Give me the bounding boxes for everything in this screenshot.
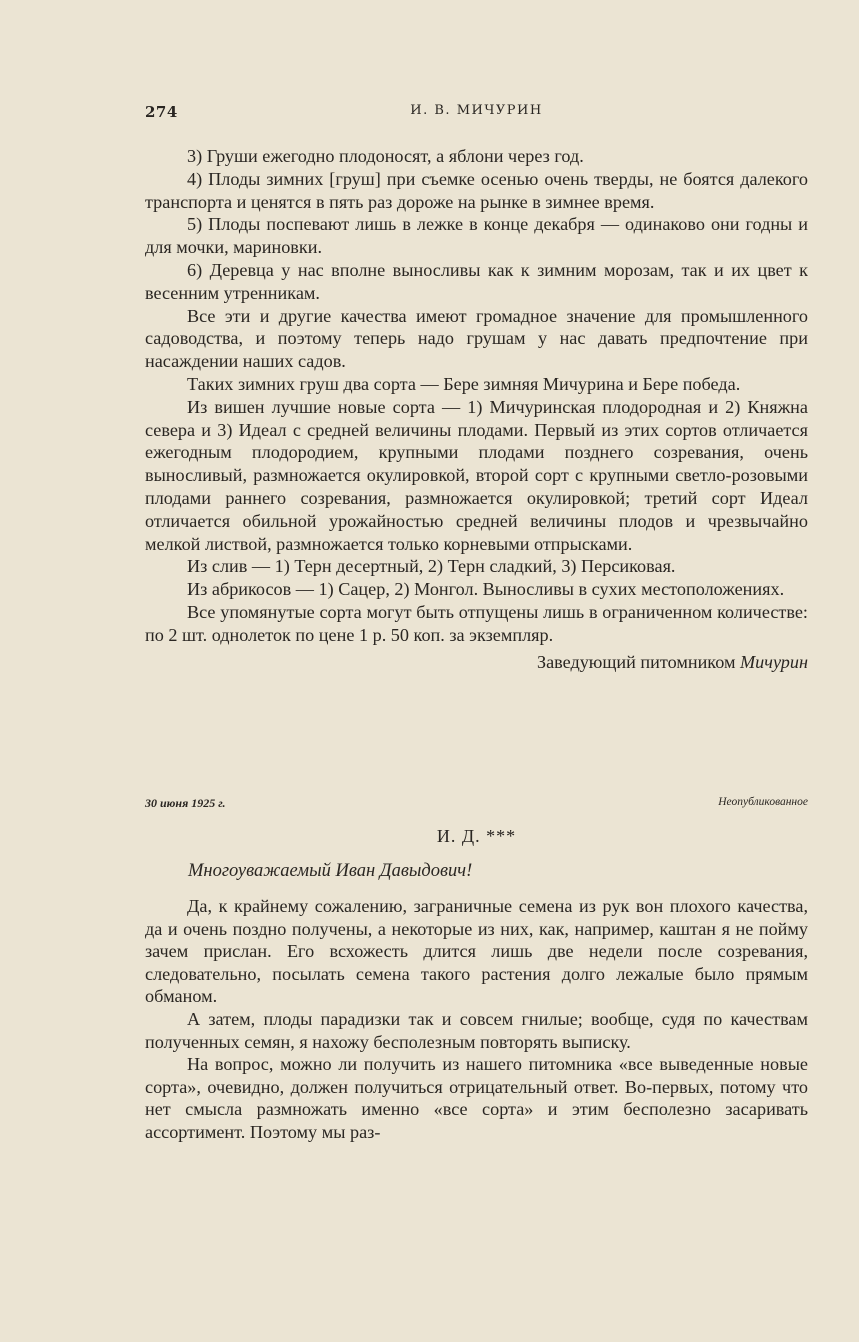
page-number: 274 [145, 103, 178, 121]
publication-note: Неопубликованное [718, 796, 808, 808]
signature [145, 651, 808, 674]
paragraph: Все упомянутые сорта могут быть отпущены лишь в ограниченном количестве: по 2 шт. однолеток по цене 1 р. 50 коп. за экземпляр. [145, 601, 808, 645]
paragraph: Да, к крайнему сожалению, заграничные семена из рук вон плохого качества, да и очень поздно получены, а некоторые из них, как, например, каштан я не пойму зачем прислан. Его всхожесть длится лишь две недели после созревания, следовательно, посылать семена такого растения долго лежалые было прямым обманом. [145, 896, 808, 1007]
paragraph: Из слив — 1) Терн десертный, 2) Терн сладкий, 3) Персиковая. [187, 556, 676, 577]
letter-text [145, 895, 808, 1144]
letter-title: И. Д. *** [436, 826, 517, 846]
paragraph: Из вишен лучшие новые сорта — 1) Мичуринская плодородная и 2) Княжна севера и 3) Идеал с средней величины плодами. Первый из этих сортов отличается ежегодным плодородием, крупными плодами позднего созревания, очень выносливый, размножается окулировкой, второй сорт с крупными светло-розовыми плодами раннего созревания, размножается окулировкой; третий сорт Идеал отличается обильной урожайностью средней величины плодов и чрезвычайно мелкой листвой, размножается только корневыми отпрысками. [145, 396, 808, 554]
letter-date: 30 июня 1925 г. [145, 796, 226, 810]
paragraph: Из абрикосов — 1) Сацер, 2) Монгол. Выносливы в сухих местоположениях. [187, 579, 785, 600]
paragraph: А затем, плоды парадизки так и совсем гнилые; вообще, судя по качествам полученных семян, я нахожу бесполезным повторять выписку. [145, 1008, 808, 1052]
paragraph: 6) Деревца у нас вполне выносливы как к зимним морозам, так и их цвет к весенним утренникам. [145, 259, 808, 303]
paragraph: 5) Плоды поспевают лишь в лежке в конце декабря — одинаково они годны и для мочки, мариновки. [145, 214, 808, 258]
main-text [145, 145, 808, 673]
dateline [145, 796, 808, 814]
running-title: И. В. МИЧУРИН [410, 103, 543, 118]
signature-role: Заведующий питомником [536, 651, 736, 672]
paragraph: На вопрос, можно ли получить из нашего питомника «все выведенные новые сорта», очевидно, должен получиться отрицательный ответ. Во-первых, потому что нет смысла размножать именно «все сорта» и этим бесполезно засаривать ассортимент. Поэтому мы раз- [145, 1054, 808, 1142]
paragraph: Таких зимних груш два сорта — Бере зимняя Мичурина и Бере победа. [187, 373, 741, 394]
signature-name: Мичурин [740, 651, 808, 672]
page-header [145, 103, 808, 123]
paragraph: 3) Груши ежегодно плодоносят, а яблони через год. [187, 146, 584, 166]
paragraph: 4) Плоды зимних [груш] при съемке осенью очень тверды, не боятся далекого транспорта и ценятся в пять раз дороже на рынке в зимнее время. [145, 168, 808, 212]
salutation: Многоуважаемый Иван Давыдович! [188, 861, 473, 881]
paragraph: Все эти и другие качества имеют громадное значение для промышленного садоводства, и поэтому теперь надо грушам у нас давать предпочтение при насаждении наших садов. [145, 305, 808, 372]
